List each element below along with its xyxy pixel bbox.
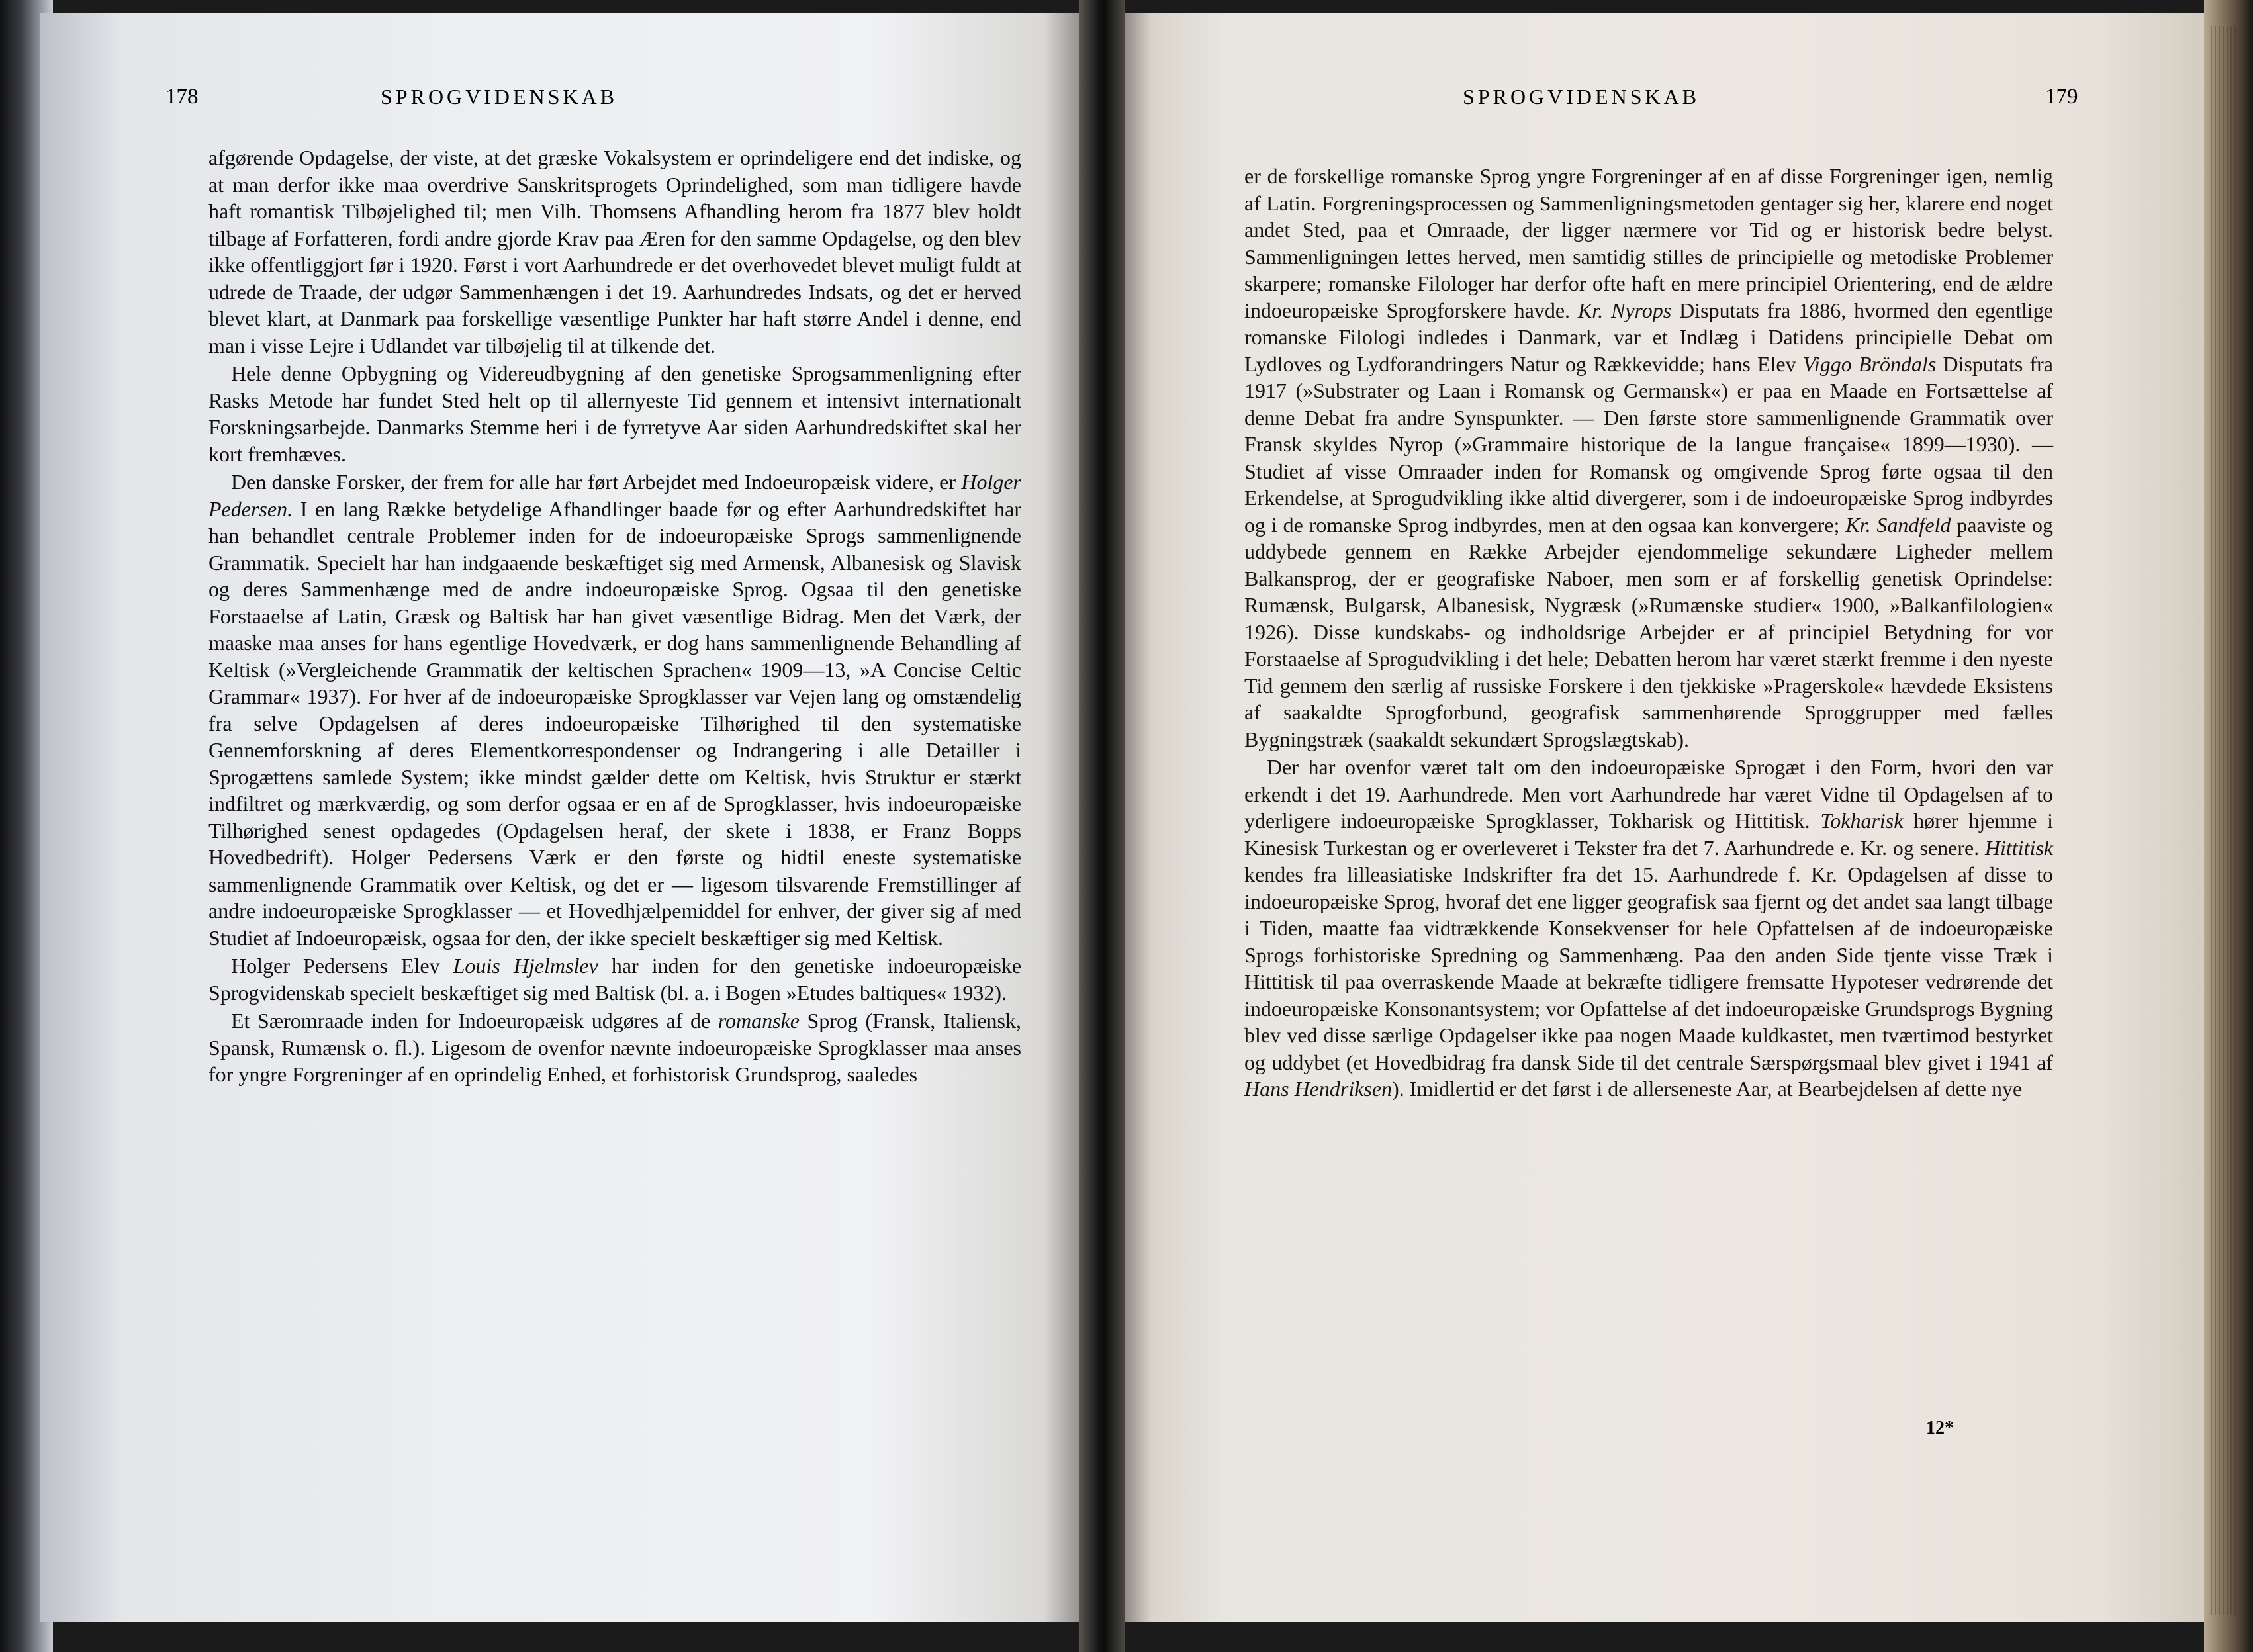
right-paragraph-1: er de forskellige romanske Sprog yngre Forgreninger af en af disse Forgreninger igen, nemlig af Latin. Forgreningsprocessen og Sammenligningsmetoden gentager sig her, klarere end noget andet Sted, paa et Omraade, der ligger nærmere vor Tid og er historisk bedre belyst. Sammenligningen lettes herved, men samtidig stilles de principielle og metodiske Problemer skarpere; romanske Filologer har derfor ofte haft en mere principiel Orientering, end de ældre indoeuropæiske Sprogforskere havde. Kr. Nyrops Disputats fra 1886, hvormed den egentlige romanske Filologi indledes i Danmark, var et Indlæg i Datidens principielle Debat om Lydloves og Lydforandringers Natur og Rækkevidde; hans Elev Viggo Bröndals Disputats fra 1917 (»Substrater og Laan i Romansk og Germansk«) er paa en Maade en Fortsættelse af denne Debat fra andre Synspunkter. — Den første store sammenlignende Grammatik over Fransk skyldes Nyrop (»Grammaire historique de la langue française« 1899—1930). — Studiet af visse Omraader inden for Romansk og omgivende Sprog førte ogsaa til den Erkendelse, at Sprogudvikling ikke altid divergerer, som i de indoeuropæiske Sprog indbyrdes og i de romanske Sprog indbyrdes, men at den ogsaa kan konvergere; Kr. Sandfeld paaviste og uddybede gennem en Række Arbejder ejendommelige sekundære Ligheder mellem Balkansprog, der er geografiske Naboer, men som er af forskellig genetisk Oprindelse: Rumænsk, Bulgarsk, Albanesisk, Nygræsk (»Rumænske studier« 1900, »Balkanfilologien« 1926). Disse kundskabs- og indholdsrige Arbejder er af principiel Betydning for vor Forstaaelse af Sprogudvikling i det hele; Debatten herom har været stærkt fremme i den nyeste Tid gennem den særlig af russiske Forskere i den tjekkiske »Pragerskole« hævdede Eksistens af saakaldte Sprogforbund, geografisk sammenhørende Sproggrupper med fælles Bygningstræk (saakaldt sekundært Sprogslægtskab). bbox=[1244, 164, 2054, 751]
term-romanske: romanske bbox=[717, 1009, 800, 1032]
left-paragraph-5: Et Særomraade inden for Indoeuropæisk udgøres af de romanske Sprog (Fransk, Italiensk, Spansk, Rumænsk o. fl.). Ligesom de ovenfor nævnte indoeuropæiske Sprogklasser maa anses for yngre Forgreninger af en oprindelig Enhed, et forhistorisk Grundsprog, saaledes bbox=[208, 1009, 1022, 1086]
page-stack-edge bbox=[2211, 26, 2237, 1615]
term-hittitisk: Hittitisk bbox=[1984, 835, 2053, 860]
right-running-header bbox=[1463, 85, 2098, 124]
right-paragraph-2: Der har ovenfor været talt om den indoeuropæiske Sprogæt i den Form, hvori den var erkendt i det 19. Aarhundrede. Men vort Aarhundrede har været Vidne til Opdagelsen af to yderligere indoeuropæiske Sprogklasser, Tokharisk og Hittitisk. Tokharisk hører hjemme i Kinesisk Turkestan og er overleveret i Tekster fra det 7. Aarhundrede e. Kr. og senere. Hittitisk kendes fra lilleasiatiske Indskrifter fra det 15. Aarhundrede f. Kr. Opdagelsen af disse to indoeuropæiske Sprog, hvoraf det ene ligger geografisk saa fjernt og det andet saa langt tilbage i Tiden, maatte faa vidtrækkende Konsekvenser for hele Opfattelsen af de indoeuropæiske Sprogs forhistoriske Spredning og Sammenhæng. Paa den anden Side tjente visse Træk i Hittitisk til paa overraskende Maade at bekræfte tidligere fremsatte Hypoteser vedrørende det indoeuropæiske Konsonantsystem; vor Opfattelse af det indoeuropæiske Grundsprogs Bygning blev ved disse særlige Opdagelser ikke paa nogen Maade kuldkastet, men tværtimod bestyrket og uddybet (et Hovedbidrag fra dansk Side til det centrale Særspørgsmaal blev givet i 1941 af Hans Hendriksen). Imidlertid er det først i de allerseneste Aar, at Bearbejdelsen af dette nye bbox=[1244, 755, 2054, 1101]
book-gutter bbox=[1079, 0, 1125, 1652]
name-viggo-brondals: Viggo Bröndals bbox=[1802, 351, 1937, 376]
right-running-head-title: SPROGVIDENSKAB bbox=[1463, 85, 1700, 109]
name-louis-hjelmslev: Louis Hjelmslev bbox=[453, 954, 598, 978]
left-running-head-title: SPROGVIDENSKAB bbox=[381, 85, 618, 109]
name-hans-hendriksen: Hans Hendriksen bbox=[1244, 1077, 1393, 1101]
signature-mark: 12* bbox=[1926, 1418, 1954, 1438]
left-running-header bbox=[165, 85, 960, 124]
left-paragraph-2: Hele denne Opbygning og Videreudbygning af den genetiske Sprogsammenligning efter Rasks Metode har fundet Sted helt op til allernyeste Tid gennem et intensivt internationalt Forskningsarbejde. Danmarks Stemme heri i de fyrretyve Aar siden Aarhundredskiftet skal her kort fremhæves. bbox=[208, 361, 1021, 466]
term-tokharisk: Tokharisk bbox=[1820, 809, 1904, 833]
name-kr-nyrops: Kr. Nyrops bbox=[1577, 298, 1672, 322]
left-paragraph-4: Holger Pedersens Elev Louis Hjelmslev har inden for den genetiske indoeuropæiske Sprogvidenskab specielt beskæftiget sig med Baltisk (bl. a. i Bogen »Etudes baltiques« 1932). bbox=[208, 954, 1022, 1005]
right-page-number: 179 bbox=[2045, 85, 2078, 109]
name-kr-sandfeld: Kr. Sandfeld bbox=[1845, 512, 1951, 537]
left-paragraph-1: afgørende Opdagelse, der viste, at det græske Vokalsystem er oprindeligere end det indiske, og at man derfor ikke maa overdrive Sanskritsprogets Oprindelighed, som man tidligere havde haft romantisk Tilbøjelighed til; men Vilh. Thomsens Afhandling herom fra 1877 blev holdt tilbage af Forfatteren, fordi andre gjorde Krav paa Æren for den samme Opdagelse, og den blev ikke offentliggjort før i 1920. Først i vort Aarhundrede er det overhovedet blevet muligt fuldt at udrede de Traade, der udgør Sammenhængen i det 19. Aarhundredes Indsats, og det er herved blevet klart, at Danmark paa forskellige væsentlige Punkter har haft større Andel i denne, end man i visse Lejre i Udlandet var tilbøjelig til at tilkende det. bbox=[208, 146, 1021, 357]
left-paragraph-3: Den danske Forsker, der frem for alle har ført Arbejdet med Indoeuropæisk videre, er Holger Pedersen. I en lang Række betydelige Afhandlinger baade før og efter Aarhundredskiftet har han behandlet centrale Problemer inden for de indoeuropæiske Sprogs sammenlignende Grammatik. Specielt har han indgaaende beskæftiget sig med Armensk, Albanesisk og Slavisk og deres Sammenhænge med de andre indoeuropæiske Sprog. Ogsaa til den genetiske Forstaaelse af Latin, Græsk og Baltisk har han givet væsentlige Bidrag. Men det Værk, der maaske maa anses for hans egentlige Hovedværk, er dog hans sammenlignende Behandling af Keltisk (»Vergleichende Grammatik der keltischen Sprachen« 1909—13, »A Concise Celtic Grammar« 1937). For hver af de indoeuropæiske Sprogklasser var Vejen lang og omstændelig fra selve Opdagelsen af deres indoeuropæiske Tilhørighed til den systematiske Gennemforskning af deres Elementkorrespondenser og Indrangering i alle Detailler i Sprogættens samlede System; ikke mindst gælder dette om Keltisk, hvis Struktur er stærkt indfiltret og mærkværdig, og som derfor ogsaa er en af de Sprogklasser, hvis indoeuropæiske Tilhørighed senest opdagedes (Opdagelsen heraf, der skete i 1838, er Franz Bopps Hovedbedrift). Holger Pedersens Værk er den første og hidtil eneste systematiske sammenlignende Grammatik over Keltisk, og det er — ligesom tilsvarende Fremstillinger af andre indoeuropæiske Sprogklasser — et Hovedhjælpemiddel for enhver, der giver sig af med Studiet af Indoeuropæisk, ogsaa for den, der ikke specielt beskæftiger sig med Keltisk. bbox=[208, 470, 1021, 950]
name-holger-pedersen: Holger Pedersen. bbox=[208, 470, 1021, 521]
left-page-number: 178 bbox=[165, 85, 199, 109]
right-page-body bbox=[1244, 163, 2053, 1103]
left-page-body bbox=[208, 144, 1021, 1088]
